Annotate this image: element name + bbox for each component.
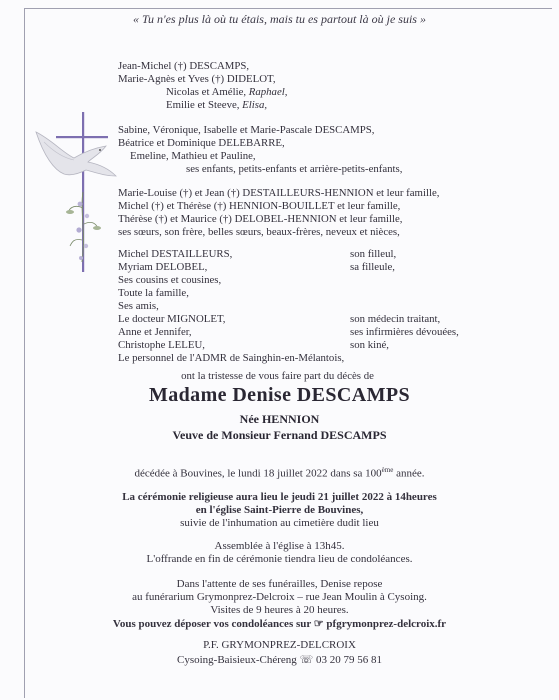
others-role: son médecin traitant, xyxy=(350,313,441,325)
ceremony-line: La cérémonie religieuse aura lieu le jeudi 21 juillet 2022 à 14heures xyxy=(122,491,437,503)
family-names: Nicolas et Amélie, xyxy=(166,86,247,98)
rest-line: Dans l'attente de ses funérailles, Denise repose xyxy=(176,578,383,590)
quote: « Tu n'es plus là où tu étais, mais tu es partout là où je suis » xyxy=(133,12,426,26)
nee-line: Née HENNION xyxy=(239,412,320,426)
deceased-name: Madame Denise DESCAMPS xyxy=(148,384,410,406)
family-line: Emeline, Mathieu et Pauline, xyxy=(130,150,256,162)
death-text: décédée à Bouvines, le lundi 18 juillet 2022 dans sa 100 xyxy=(134,467,382,480)
family-line: Michel (†) et Thérèse (†) HENNION-BOUILLET et leur famille, xyxy=(118,200,401,212)
death-text-end: année. xyxy=(393,467,425,480)
funeral-home-name: P.F. GRYMONPREZ-DELCROIX xyxy=(203,639,356,651)
family-line: ses sœurs, son frère, belles sœurs, beaux-frères, neveux et nièces, xyxy=(118,226,400,238)
family-line: Marie-Louise (†) et Jean (†) DESTAILLEURS-HENNION et leur famille, xyxy=(118,187,440,199)
others-name: Ses amis, xyxy=(118,300,159,312)
family-line: Béatrice et Dominique DELEBARRE, xyxy=(118,137,285,149)
ceremony-line: suivie de l'inhumation au cimetière dudit lieu xyxy=(180,517,379,529)
others-name: Toute la famille, xyxy=(118,287,189,299)
assembly-line: Assemblée à l'église à 13h45. xyxy=(214,540,345,552)
family-names: Raphael, xyxy=(248,86,288,98)
family-line: Marie-Agnès et Yves (†) DIDELOT, xyxy=(118,73,276,85)
family-line xyxy=(166,99,267,111)
death-line xyxy=(0,466,559,480)
others-role: sa filleule, xyxy=(350,261,395,273)
family-line: Sabine, Véronique, Isabelle et Marie-Pascale DESCAMPS, xyxy=(118,124,375,136)
family-line: Jean-Michel (†) DESCAMPS, xyxy=(118,60,250,72)
others-name: Le docteur MIGNOLET, xyxy=(118,313,226,325)
others-role: son filleul, xyxy=(350,248,397,260)
cross-icon xyxy=(56,112,108,272)
death-ordinal: ème xyxy=(381,466,394,474)
others-role: ses infirmières dévouées, xyxy=(350,326,459,338)
dove-icon xyxy=(36,132,116,176)
others-name: Myriam DELOBEL, xyxy=(118,261,208,273)
rest-line: Visites de 9 heures à 20 heures. xyxy=(210,604,349,616)
assembly-line: L'offrande en fin de cérémonie tiendra lieu de condoléances. xyxy=(146,553,413,565)
ceremony-line: en l'église Saint-Pierre de Bouvines, xyxy=(195,504,364,516)
condolences-line: Vous pouvez déposer vos condoléances sur ☞ pfgrymonprez-delcroix.fr xyxy=(112,618,447,630)
others-name: Le personnel de l'ADMR de Sainghin-en-Mélantois, xyxy=(118,352,345,364)
others-name: Christophe LELEU, xyxy=(118,339,205,351)
others-name: Anne et Jennifer, xyxy=(118,326,192,338)
family-names: Elisa, xyxy=(242,99,268,111)
family-names: Emilie et Steeve, xyxy=(166,99,240,111)
widow-line: Veuve de Monsieur Fernand DESCAMPS xyxy=(172,428,387,442)
others-role: son kiné, xyxy=(350,339,389,351)
family-line xyxy=(166,86,287,98)
funeral-home-contact: Cysoing-Baisieux-Chéreng ☏ 03 20 79 56 81 xyxy=(176,654,382,666)
others-name: Ses cousins et cousines, xyxy=(118,274,222,286)
family-line: Thérèse (†) et Maurice (†) DELOBEL-HENNION et leur famille, xyxy=(118,213,403,225)
rest-line: au funérarium Grymonprez-Delcroix – rue Jean Moulin à Cysoing. xyxy=(132,591,427,603)
family-line: ses enfants, petits-enfants et arrière-petits-enfants, xyxy=(186,163,403,175)
others-name: Michel DESTAILLEURS, xyxy=(118,248,233,260)
announce-text: ont la tristesse de vous faire part du décès de xyxy=(181,370,374,382)
